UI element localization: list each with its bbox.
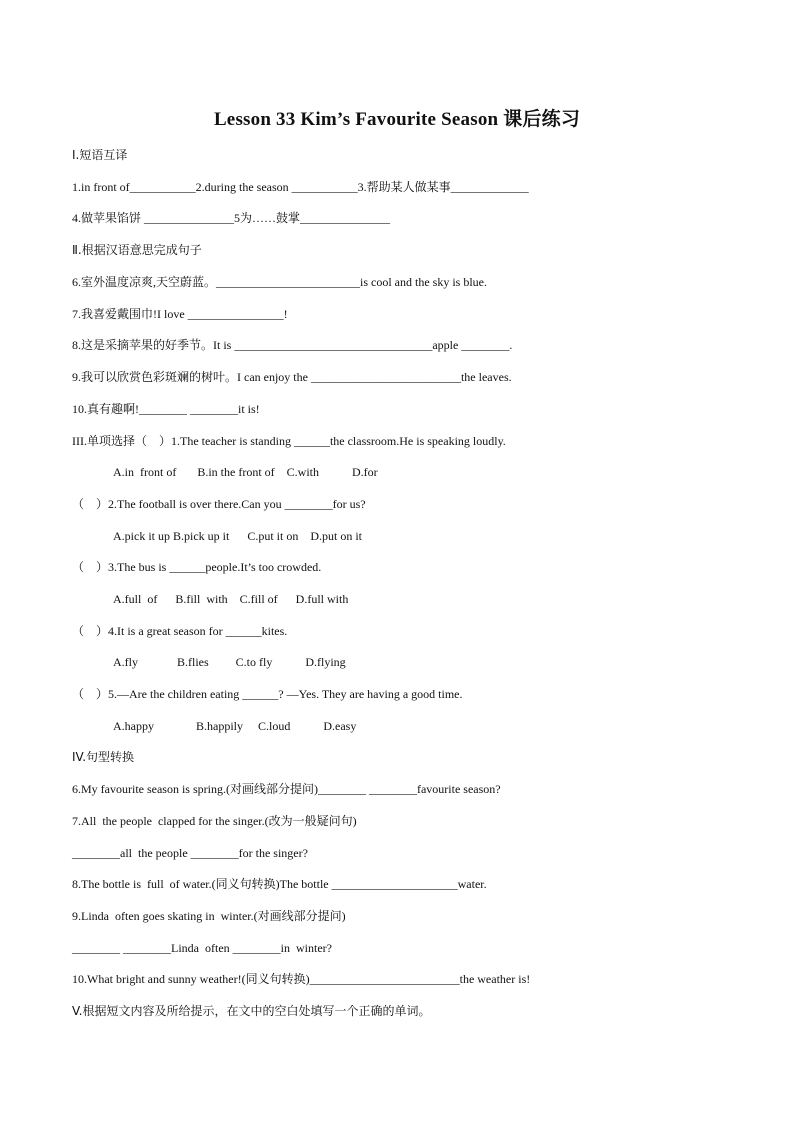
mc-question-3: （ ）3.The bus is ______people.It’s too crowded. <box>72 560 322 574</box>
sentence-9: 9.我可以欣赏色彩斑斓的树叶。I can enjoy the _________________________the leaves. <box>72 370 512 384</box>
mc-question-4: （ ）4.It is a great season for ______kites. <box>72 624 288 638</box>
page-title: Lesson 33 Kim’s Favourite Season 课后练习 <box>213 109 581 130</box>
mc-question-1: III.单项选择（ ）1.The teacher is standing ______the classroom.He is speaking loudly. <box>72 434 506 448</box>
sentence-10: 10.真有趣啊!________ ________it is! <box>72 402 260 416</box>
transform-9-answer: ________ ________Linda often ________in winter? <box>72 941 332 955</box>
sentence-6: 6.室外温度凉爽,天空蔚蓝。________________________is cool and the sky is blue. <box>72 275 487 289</box>
phrase-line-2: 4.做苹果馅饼 _______________5为……鼓掌_______________ <box>72 211 391 225</box>
section-2-heading: Ⅱ.根据汉语意思完成句子 <box>72 243 202 257</box>
phrase-line-1: 1.in front of___________2.during the season ___________3.帮助某人做某事_____________ <box>72 180 529 194</box>
transform-7-answer: ________all the people ________for the singer? <box>72 846 308 860</box>
transform-10: 10.What bright and sunny weather!(同义句转换)_________________________the weather is! <box>72 972 531 986</box>
transform-7: 7.All the people clapped for the singer.(改为一般疑问句) <box>72 814 357 828</box>
transform-8: 8.The bottle is full of water.(同义句转换)The bottle _____________________water. <box>72 877 487 891</box>
mc-options-1: A.in front of B.in the front of C.with D.for <box>113 465 378 479</box>
section-4-heading: IV.句型转换 <box>72 750 135 764</box>
mc-options-5: A.happy B.happily C.loud D.easy <box>113 719 357 733</box>
sentence-7: 7.我喜爱戴围巾!I love ________________! <box>72 307 288 321</box>
section-1-heading: Ⅰ.短语互译 <box>72 148 128 162</box>
mc-options-3: A.full of B.fill with C.fill of D.full with <box>113 592 349 606</box>
section-5-heading: V.根据短文内容及所给提示，在文中的空白处填写一个正确的单词。 <box>72 1004 431 1018</box>
transform-6: 6.My favourite season is spring.(对画线部分提问)________ ________favourite season? <box>72 782 501 796</box>
sentence-8: 8.这是采摘苹果的好季节。It is _________________________________apple ________. <box>72 338 513 352</box>
transform-9: 9.Linda often goes skating in winter.(对画线部分提问) <box>72 909 346 923</box>
mc-question-5: （ ）5.—Are the children eating ______? —Yes. They are having a good time. <box>72 687 463 701</box>
mc-options-2: A.pick it up B.pick up it C.put it on D.put on it <box>113 529 362 543</box>
mc-options-4: A.fly B.flies C.to fly D.flying <box>113 655 346 669</box>
mc-question-2: （ ）2.The football is over there.Can you ________for us? <box>72 497 366 511</box>
